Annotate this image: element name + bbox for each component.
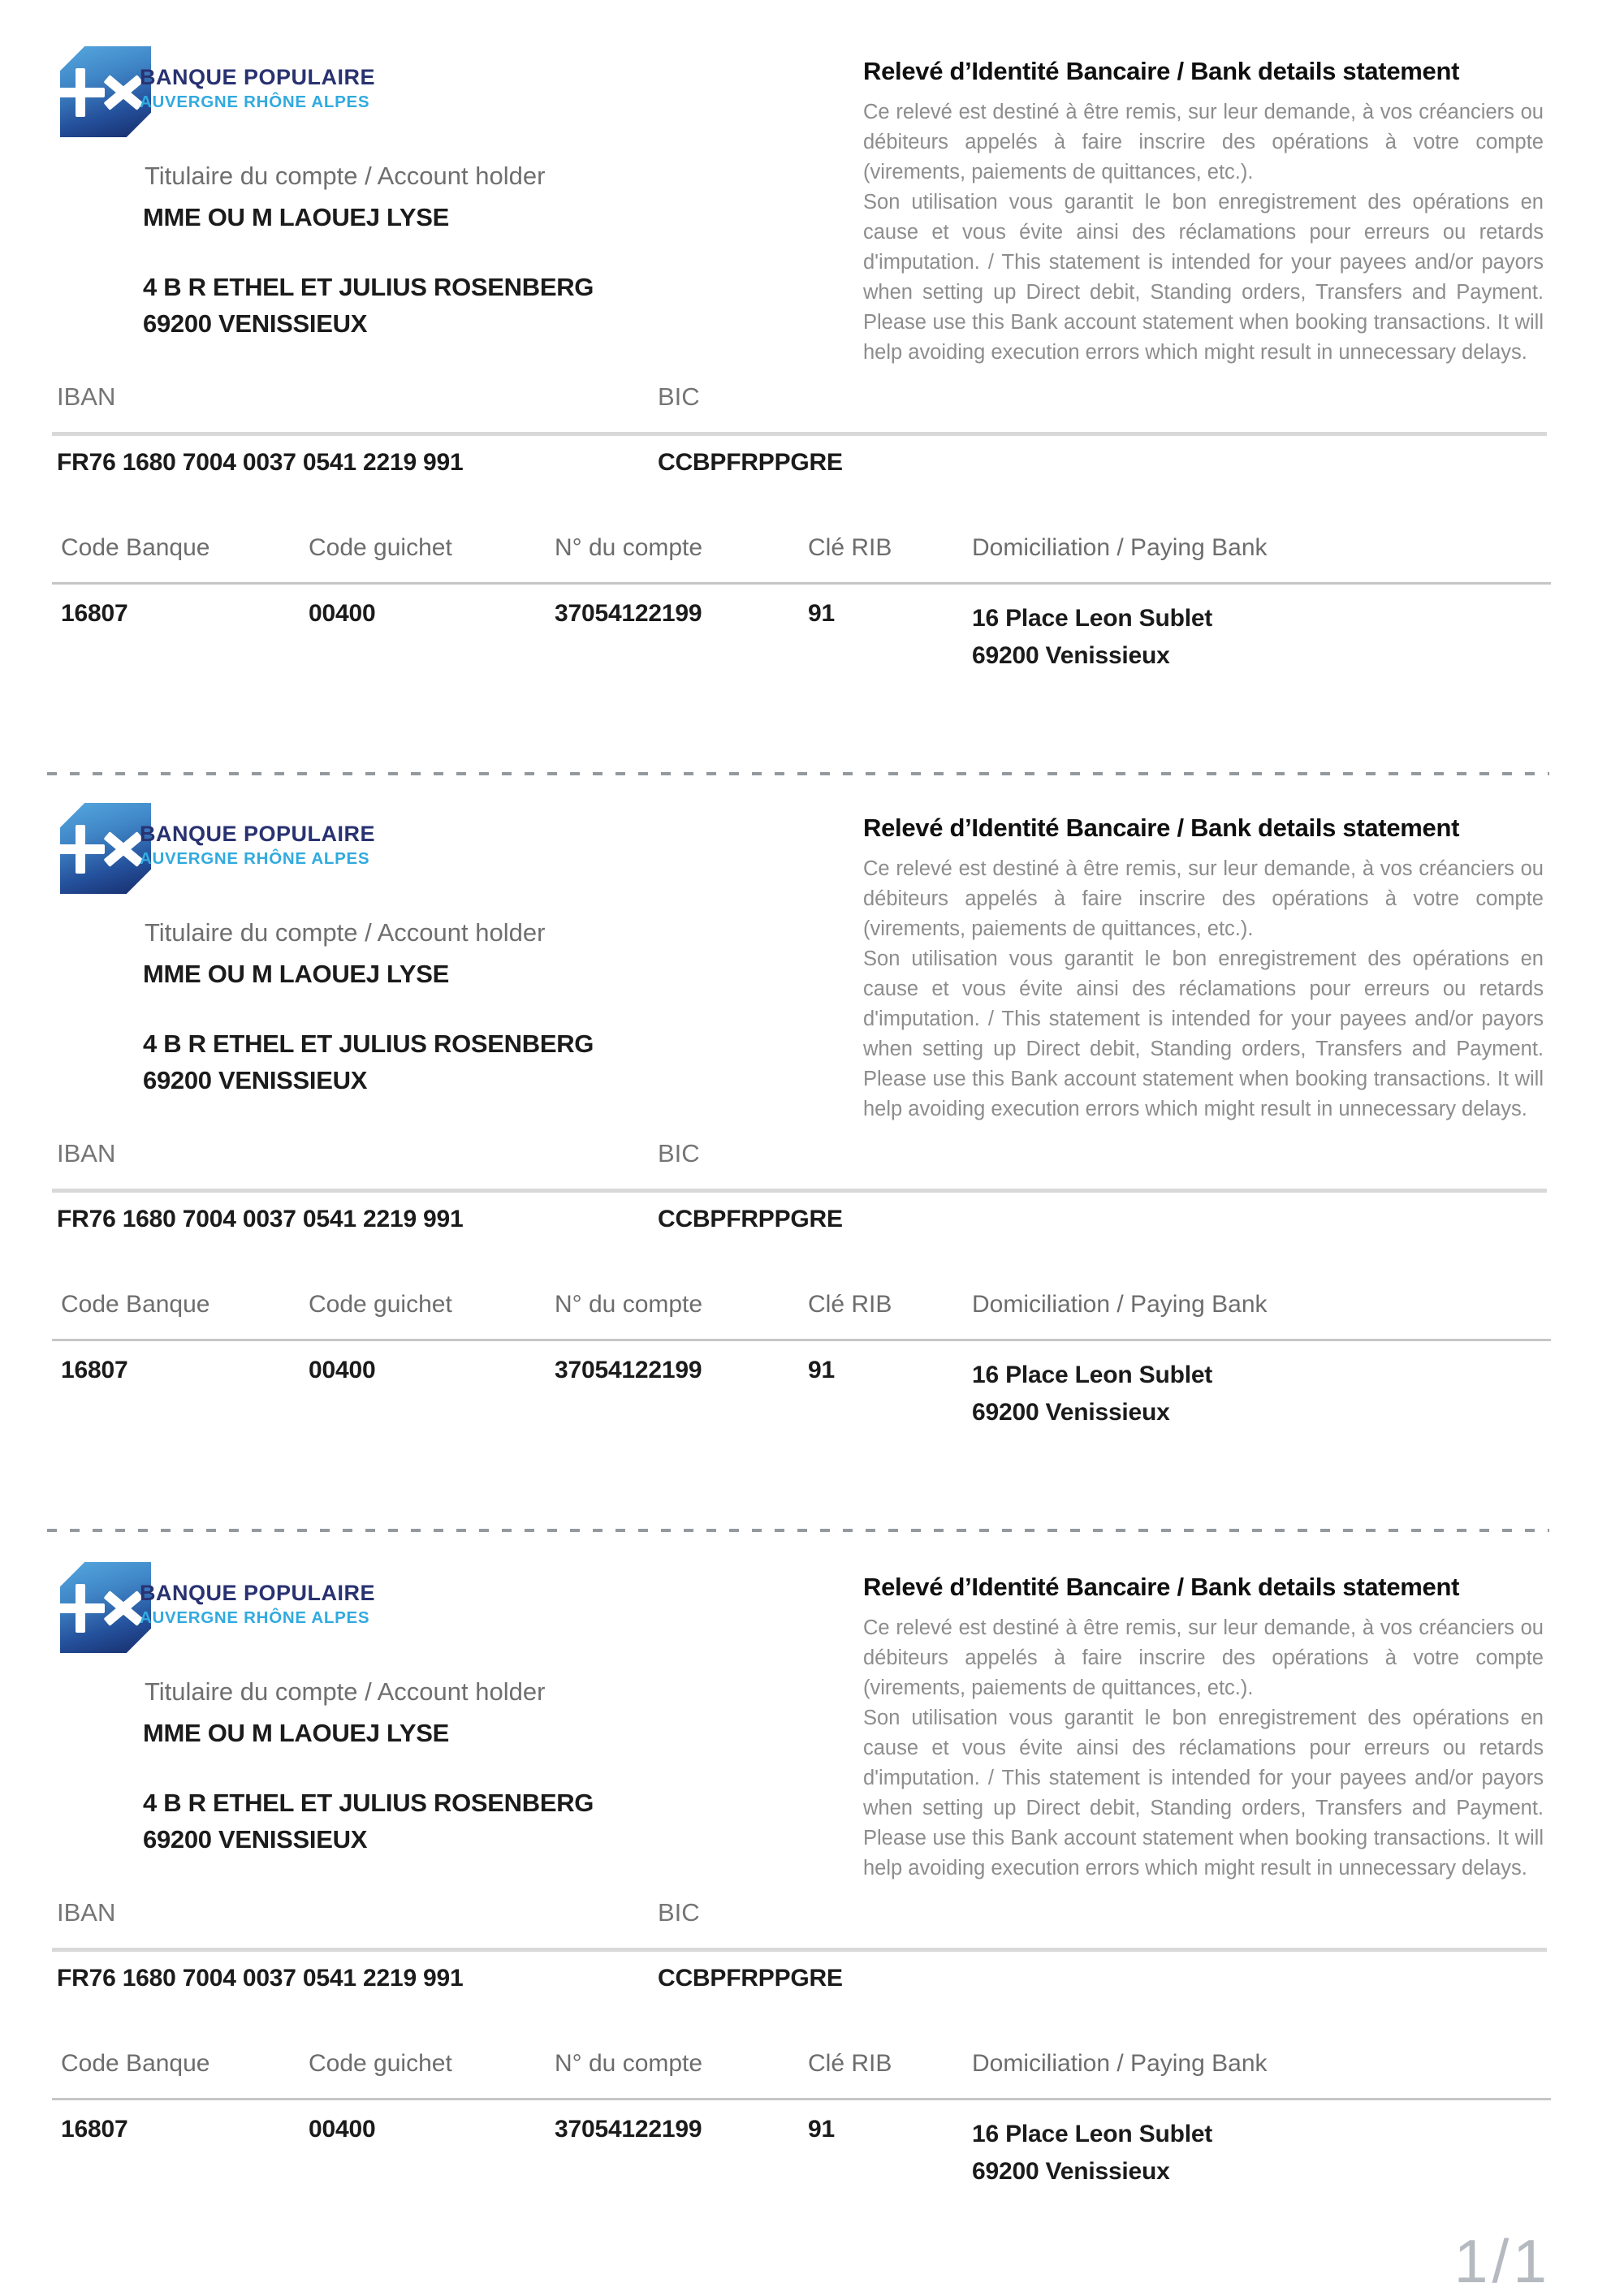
account-holder-label: Titulaire du compte / Account holder <box>145 162 546 190</box>
account-holder-label: Titulaire du compte / Account holder <box>145 1677 546 1706</box>
account-holder-address-line2: 69200 VENISSIEUX <box>143 1066 368 1094</box>
account-holder-address-line1: 4 B R ETHEL ET JULIUS ROSENBERG <box>143 1789 594 1817</box>
iban-divider-rule <box>52 1189 1547 1193</box>
banque-populaire-logo <box>60 46 151 137</box>
plus-icon-vertical-bar <box>76 68 85 117</box>
statement-title: Relevé d’Identité Bancaire / Bank details statement <box>863 814 1460 842</box>
account-holder-name: MME OU M LAOUEJ LYSE <box>143 1719 449 1747</box>
iban-label: IBAN <box>57 382 116 411</box>
account-holder-label: Titulaire du compte / Account holder <box>145 918 546 947</box>
plus-icon-vertical-bar <box>76 1584 85 1633</box>
bic-value: CCBPFRPPGRE <box>658 449 843 476</box>
rib-table-divider-rule <box>52 1339 1551 1341</box>
rib-table-header-domiciliation: Domiciliation / Paying Bank <box>972 2050 1268 2077</box>
code-banque-value: 16807 <box>61 1357 128 1383</box>
statement-info-block <box>863 814 1544 1124</box>
code-guichet-value: 00400 <box>309 600 376 627</box>
rib-statement-section <box>0 0 1624 757</box>
statement-paragraph-fr: Ce relevé est destiné à être remis, sur leur demande, à vos créanciers ou débiteurs appelés à faire inscrire des opérations à votre compte (virements, paiements de quittances, etc.). <box>863 1616 1544 1699</box>
rib-table-header-account-number: N° du compte <box>555 534 703 561</box>
iban-value: FR76 1680 7004 0037 0541 2219 991 <box>57 1206 464 1232</box>
cle-rib-value: 91 <box>808 1357 835 1383</box>
bic-label: BIC <box>658 1898 700 1927</box>
rib-table-header-cle-rib: Clé RIB <box>808 534 892 561</box>
rib-table-header-code-banque: Code Banque <box>61 1291 210 1318</box>
bic-label: BIC <box>658 1139 700 1167</box>
account-holder-name: MME OU M LAOUEJ LYSE <box>143 960 449 988</box>
rib-table-header-domiciliation: Domiciliation / Paying Bank <box>972 534 1268 561</box>
iban-value: FR76 1680 7004 0037 0541 2219 991 <box>57 449 464 476</box>
bank-name: BANQUE POPULAIRE <box>140 1581 376 1605</box>
rib-table-header-code-banque: Code Banque <box>61 534 210 561</box>
iban-value: FR76 1680 7004 0037 0541 2219 991 <box>57 1965 464 1992</box>
rib-table-divider-rule <box>52 582 1551 585</box>
plus-icon-vertical-bar <box>76 825 85 874</box>
statement-paragraph-fr: Ce relevé est destiné à être remis, sur leur demande, à vos créanciers ou débiteurs appelés à faire inscrire des opérations à votre compte (virements, paiements de quittances, etc.). <box>863 101 1544 183</box>
rib-table-header-code-banque: Code Banque <box>61 2050 210 2077</box>
domiciliation-value <box>972 600 1212 675</box>
domiciliation-line1: 16 Place Leon Sublet <box>972 605 1213 632</box>
account-number-value: 37054122199 <box>555 1357 702 1383</box>
rib-table-header-cle-rib: Clé RIB <box>808 2050 892 2077</box>
bic-value: CCBPFRPPGRE <box>658 1965 843 1992</box>
rib-statement-section <box>0 1516 1624 2272</box>
account-holder-address-line2: 69200 VENISSIEUX <box>143 309 368 338</box>
statement-info-block <box>863 57 1544 368</box>
bank-region: AUVERGNE RHÔNE ALPES <box>140 1608 370 1627</box>
account-holder-address-line2: 69200 VENISSIEUX <box>143 1825 368 1854</box>
rib-statement-section <box>0 757 1624 1513</box>
bank-name: BANQUE POPULAIRE <box>140 65 376 89</box>
account-holder-name: MME OU M LAOUEJ LYSE <box>143 203 449 231</box>
cle-rib-value: 91 <box>808 2116 835 2143</box>
iban-label: IBAN <box>57 1139 116 1167</box>
cle-rib-value: 91 <box>808 600 835 627</box>
domiciliation-value <box>972 1357 1212 1431</box>
statement-paragraph-en: Son utilisation vous garantit le bon enregistrement des opérations en cause et vous évite ainsi des réclamations pour erreurs ou retards d'imputation. / This statement is intended for your payees and/or payors when setting up Direct debit, Standing orders, Transfers and Payment. Please use this Bank account statement when booking transactions. It will help avoiding execution errors which might result in unnecessary delays. <box>863 191 1544 364</box>
domiciliation-line1: 16 Place Leon Sublet <box>972 1362 1213 1388</box>
banque-populaire-logo <box>60 1562 151 1653</box>
bank-wordmark <box>140 65 375 112</box>
account-holder-address-line1: 4 B R ETHEL ET JULIUS ROSENBERG <box>143 273 594 301</box>
bank-wordmark <box>140 822 375 869</box>
page-indicator: 1/1 <box>1453 2227 1551 2295</box>
iban-divider-rule <box>52 1948 1547 1952</box>
account-number-value: 37054122199 <box>555 600 702 627</box>
domiciliation-line1: 16 Place Leon Sublet <box>972 2121 1213 2147</box>
bank-region: AUVERGNE RHÔNE ALPES <box>140 849 370 868</box>
domiciliation-line2: 69200 Venissieux <box>972 2158 1170 2185</box>
statement-paragraph-en: Son utilisation vous garantit le bon enregistrement des opérations en cause et vous évite ainsi des réclamations pour erreurs ou retards d'imputation. / This statement is intended for your payees and/or payors when setting up Direct debit, Standing orders, Transfers and Payment. Please use this Bank account statement when booking transactions. It will help avoiding execution errors which might result in unnecessary delays. <box>863 1707 1544 1880</box>
rib-table-header-account-number: N° du compte <box>555 1291 703 1318</box>
statement-title: Relevé d’Identité Bancaire / Bank details statement <box>863 1573 1460 1601</box>
account-number-value: 37054122199 <box>555 2116 702 2143</box>
bic-label: BIC <box>658 382 700 411</box>
code-guichet-value: 00400 <box>309 1357 376 1383</box>
code-guichet-value: 00400 <box>309 2116 376 2143</box>
domiciliation-line2: 69200 Venissieux <box>972 642 1170 669</box>
code-banque-value: 16807 <box>61 2116 128 2143</box>
rib-table-header-domiciliation: Domiciliation / Paying Bank <box>972 1291 1268 1318</box>
domiciliation-line2: 69200 Venissieux <box>972 1399 1170 1426</box>
statement-paragraph-en: Son utilisation vous garantit le bon enregistrement des opérations en cause et vous évite ainsi des réclamations pour erreurs ou retards d'imputation. / This statement is intended for your payees and/or payors when setting up Direct debit, Standing orders, Transfers and Payment. Please use this Bank account statement when booking transactions. It will help avoiding execution errors which might result in unnecessary delays. <box>863 947 1544 1120</box>
code-banque-value: 16807 <box>61 600 128 627</box>
statement-paragraph-fr: Ce relevé est destiné à être remis, sur leur demande, à vos créanciers ou débiteurs appelés à faire inscrire des opérations à votre compte (virements, paiements de quittances, etc.). <box>863 857 1544 940</box>
rib-table-header-cle-rib: Clé RIB <box>808 1291 892 1318</box>
banque-populaire-logo <box>60 803 151 894</box>
domiciliation-value <box>972 2116 1212 2190</box>
bank-name: BANQUE POPULAIRE <box>140 822 376 846</box>
rib-table-header-code-guichet: Code guichet <box>309 2050 452 2077</box>
statement-title: Relevé d’Identité Bancaire / Bank details statement <box>863 57 1460 85</box>
bank-wordmark <box>140 1581 375 1628</box>
account-holder-address-line1: 4 B R ETHEL ET JULIUS ROSENBERG <box>143 1029 594 1058</box>
iban-divider-rule <box>52 432 1547 436</box>
bic-value: CCBPFRPPGRE <box>658 1206 843 1232</box>
bank-region: AUVERGNE RHÔNE ALPES <box>140 93 370 111</box>
iban-label: IBAN <box>57 1898 116 1927</box>
statement-info-block <box>863 1573 1544 1884</box>
rib-table-divider-rule <box>52 2098 1551 2100</box>
rib-table-header-account-number: N° du compte <box>555 2050 703 2077</box>
rib-table-header-code-guichet: Code guichet <box>309 1291 452 1318</box>
rib-table-header-code-guichet: Code guichet <box>309 534 452 561</box>
